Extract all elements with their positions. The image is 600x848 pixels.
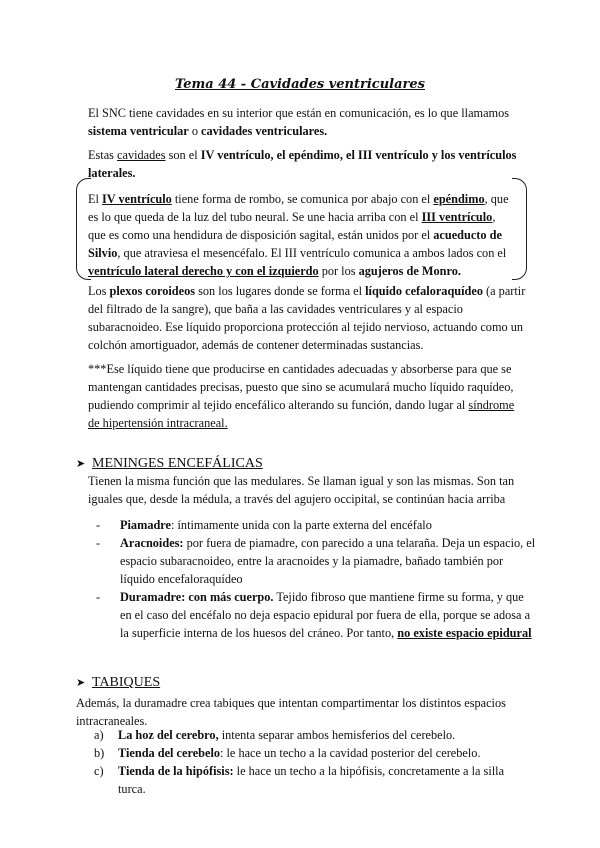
- list-item: a) La hoz del cerebro, intenta separar ambos hemisferios del cerebelo.: [94, 728, 456, 742]
- plexos-paragraph: Los plexos coroideos son los lugares donde se forma el líquido cefaloraquídeo (a partir del filtrado de la sangre), que baña a las cavidades ventriculares y al espacio subaracnoideo. Ese líquido proporciona protección al tejido nervioso, actuando como un colchón amortiguador, además de contener determinadas sustancias.: [88, 284, 526, 352]
- meninges-intro: Tienen la misma función que las medulares. Se llaman igual y son las mismas. Son tan iguales que, desde la médula, a través del agujero occipital, se continúan hacia arriba: [88, 474, 515, 506]
- cavities-paragraph: Estas cavidades son el IV ventrículo, el epéndimo, el III ventrículo y los ventrículos laterales.: [88, 148, 517, 180]
- list-item: - Aracnoides: por fuera de piamadre, con parecido a una telaraña. Deja un espacio, el espacio subaracnoideo, entre la aracnoides y la piamadre, bañado también por líquido encefaloraquídeo: [96, 536, 536, 586]
- list-item: - Piamadre: íntimamente unida con la parte externa del encéfalo: [96, 518, 432, 532]
- tabiques-heading: ➤ TABIQUES: [76, 675, 161, 690]
- page-title: Tema 44 - Cavidades ventriculares: [175, 77, 425, 92]
- tabiques-intro: Además, la duramadre crea tabiques que intentan compartimentar los distintos espacios intracraneales.: [76, 696, 506, 728]
- note-paragraph: ***Ese líquido tiene que producirse en cantidades adecuadas y absorberse para que se mantengan cantidades precisas, puesto que sino se acumulará mucho líquido raquídeo, pudiendo comprimir al tejido encefálico alterando su función, dando lugar al síndrome de hipertensión intracraneal.: [88, 362, 515, 430]
- tabiques-list: [94, 726, 534, 798]
- meninges-list: [96, 516, 536, 642]
- list-item: b) Tienda del cerebelo: le hace un techo a la cavidad posterior del cerebelo.: [94, 746, 481, 760]
- arrow-bullet-icon: ➤: [76, 676, 86, 689]
- meninges-heading: ➤ MENINGES ENCEFÁLICAS: [76, 456, 263, 471]
- ventricles-paragraph: El IV ventrículo tiene forma de rombo, se comunica por abajo con el epéndimo, que es lo que queda de la luz del tubo neural. Se une hacia arriba con el III ventrículo, que es como una hendidura de disposición sagital, están unidos por el acueducto de Silvio, que atraviesa el mesencéfalo. El III ventrículo comunica a ambos lados con el ventrículo lateral derecho y con el izquierdo por los agujeros de Monro.: [88, 192, 509, 278]
- intro-paragraph: El SNC tiene cavidades en su interior que están en comunicación, es lo que llamamos sistema ventricular o cavidades ventriculares.: [88, 106, 510, 138]
- arrow-bullet-icon: ➤: [76, 457, 86, 470]
- list-item: c) Tienda de la hipófisis: le hace un techo a la hipófisis, concretamente a la silla turca.: [94, 764, 505, 796]
- list-item: - Duramadre: con más cuerpo. Tejido fibroso que mantiene firme su forma, y que en el caso del encéfalo no deja espacio epidural por fuera de ella, porque se adosa a la superficie interna de los huesos del cráneo. Por tanto, no existe espacio epidural: [96, 590, 532, 640]
